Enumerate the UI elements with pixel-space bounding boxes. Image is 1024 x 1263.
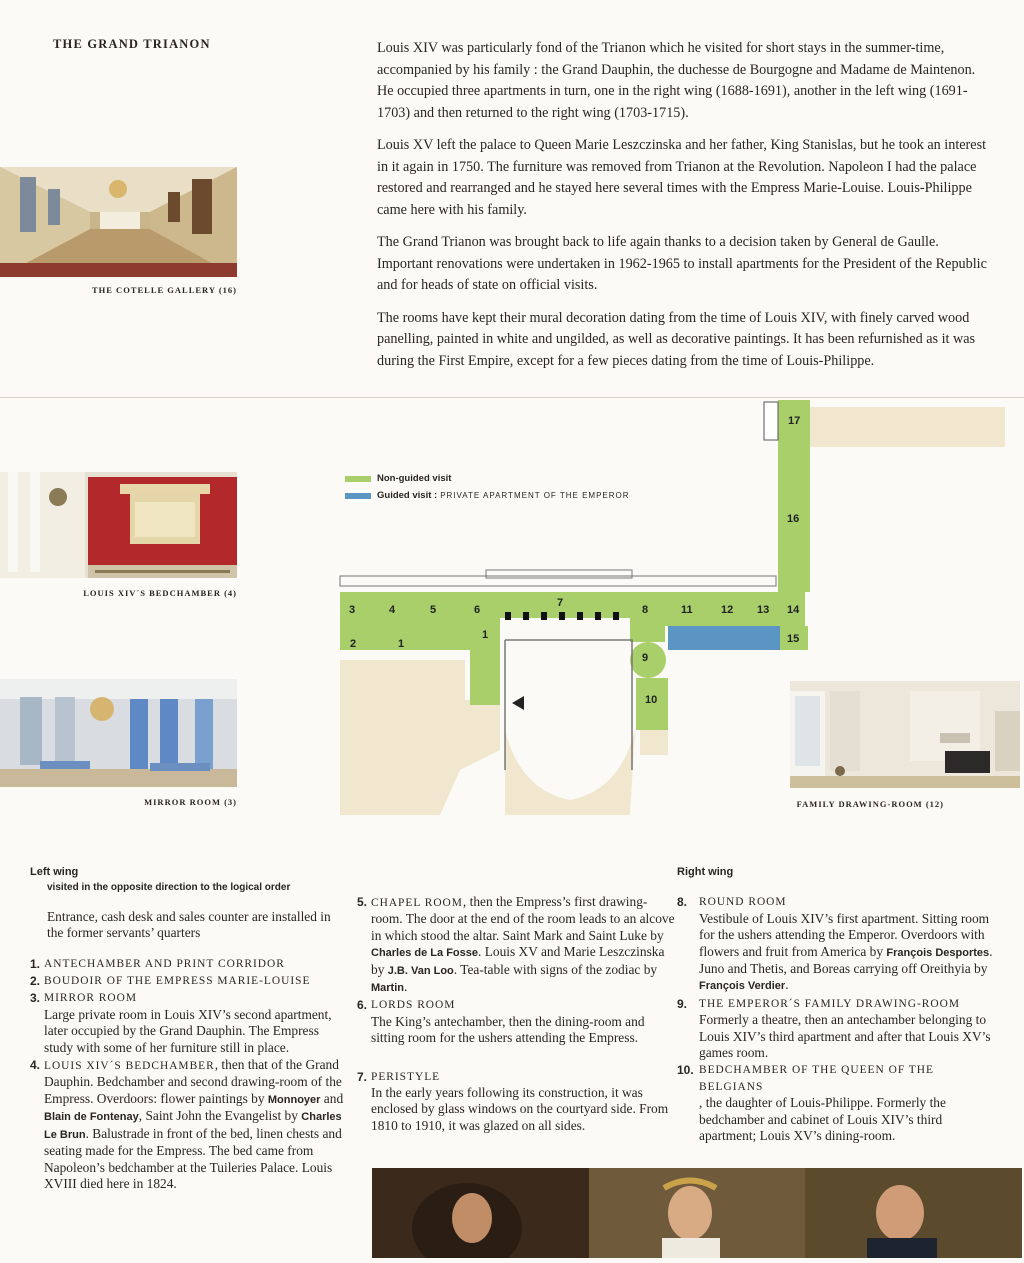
item-text: Large private room in Louis XIV’s second apartment, later occupied by the Grand Dauphin. The Empress study with some of her furniture still in place. (44, 1006, 332, 1055)
item-title: ANTECHAMBER AND PRINT CORRIDOR (44, 957, 285, 970)
map-label: 2 (350, 638, 357, 650)
item-number: 7. (357, 1069, 368, 1084)
artist-name: Martin (371, 982, 404, 995)
map-building-area (505, 730, 635, 815)
item-text (371, 894, 675, 996)
item-text: The King’s antechamber, then the dining-room and sitting room for the ushers attending the Empress. (371, 1013, 645, 1046)
item-text: Formerly a theatre, then an antechamber belonging to Louis XIV’s third apartment and after that Louis XV’s games room. (699, 1012, 991, 1061)
item-number: 6. (357, 998, 368, 1013)
caption-family: FAMILY DRAWING-ROOM (12) (796, 799, 944, 809)
artist-name: François Verdier (699, 980, 786, 993)
left-wing-heading: Left wing (30, 866, 79, 878)
mirror-room-photo (0, 679, 237, 787)
item-title: LOUIS XIV´S BEDCHAMBER (44, 1060, 215, 1073)
text-span: . (404, 979, 408, 995)
map-corridor (470, 650, 500, 705)
item-number: 5. (357, 895, 368, 909)
text-span: . Louis XV and Marie Leszczinska by (371, 944, 665, 977)
list-item (677, 894, 995, 910)
map-label: 3 (349, 604, 356, 616)
item-text: In the early years following its construction, it was enclosed by glass windows on the courtyard side. From 1810 to 1910, it was glazed on all sides. (371, 1085, 669, 1133)
caption-cotelle: THE COTELLE GALLERY (16) (91, 285, 237, 295)
list-item (357, 997, 675, 1013)
map-label: 8 (642, 604, 649, 616)
map-outline (486, 570, 632, 578)
artist-name: Blain de Fontenay (44, 1111, 139, 1124)
text-span: , Saint John the Evangelist by (138, 1108, 302, 1124)
map-courtyard (505, 640, 632, 770)
middle-column (357, 893, 675, 1134)
item-number: 2. (30, 974, 41, 989)
map-label: 9 (642, 652, 649, 664)
text-span: Vestibule of Louis XIV’s first apartment. Sitting room for the ushers attending the Emperor. Overdoors with flowers and fruit from America by (699, 910, 990, 959)
caption-bedchamber: LOUIS XIV´S BEDCHAMBER (4) (83, 588, 237, 598)
text-span: , then that of the Grand Dauphin. Bedchamber and second drawing-room of the Empress. Overdoors: flower paintings by (44, 1057, 342, 1106)
list-item (357, 1069, 675, 1085)
map-label: 15 (787, 633, 800, 645)
list-item (357, 894, 675, 996)
map-round-room (630, 592, 665, 642)
item-number: 8. (677, 895, 688, 910)
map-label: 13 (757, 604, 770, 616)
map-cotelle-gallery (778, 400, 810, 592)
right-wing-heading: Right wing (677, 866, 734, 878)
item-title: THE EMPEROR´S FAMILY DRAWING-ROOM (699, 997, 960, 1010)
map-label: 11 (681, 604, 693, 616)
left-wing-column (30, 864, 348, 1192)
map-label: 4 (389, 604, 396, 616)
floor-plan-map (330, 395, 1010, 815)
list-item (30, 973, 348, 989)
text-span: , then the Empress’s first drawing-room. The door at the end of the room leads to an alcove in which stood the altar. Saint Mark and Saint Luke by (371, 894, 675, 943)
map-label: 16 (787, 513, 800, 525)
item-title: MIRROR ROOM (44, 992, 137, 1005)
artist-name: Charles Le Brun (44, 1111, 342, 1141)
map-label: 5 (430, 604, 437, 616)
entrance-arrow-icon (512, 696, 524, 710)
legend-guided-detail: PRIVATE APARTMENT OF THE EMPEROR (440, 491, 630, 500)
item-number: 3. (30, 991, 41, 1006)
artist-name: Charles de La Fosse (371, 947, 478, 960)
right-wing-column (677, 864, 995, 1145)
entrance-note: Entrance, cash desk and sales counter are installed in the former servants’ quarters (47, 908, 331, 941)
caption-mirror: MIRROR ROOM (3) (144, 797, 237, 807)
left-wing-subheading: visited in the opposite direction to the logical order (47, 882, 291, 894)
legend-nonguided-label: Non-guided visit (377, 473, 452, 484)
item-number: 10. (677, 1063, 694, 1078)
legend-guided-label: Guided visit : (377, 490, 438, 501)
map-label: 17 (788, 415, 801, 427)
map-stairs (764, 402, 778, 440)
text-span: . (785, 977, 789, 993)
item-title: ROUND ROOM (699, 896, 787, 909)
text-span: and (320, 1090, 344, 1106)
intro-paragraph: Louis XIV was particularly fond of the Trianon which he visited for short stays in the summer-time, accompanied by his family : the Grand Dauphin, the duchesse de Bourgogne and Madame de Maintenon. He occupied three apartments in turn, one in the right wing (1688-1691), another in the left wing (1691-1703) and then returned to the right wing (1703-1715). (377, 40, 976, 121)
list-item (30, 956, 348, 972)
text-span: . Juno and Thetis, and Boreas carrying off Oreithyia by (699, 943, 993, 977)
item-number: 1. (30, 956, 41, 971)
artist-name: François Desportes (886, 946, 990, 959)
map-left-wing (340, 592, 500, 650)
artist-name: J.B. Van Loo (387, 964, 454, 977)
map-label: 12 (721, 604, 734, 616)
map-label: 1 (398, 638, 405, 650)
map-label: 1 (482, 629, 489, 641)
map-label: 6 (474, 604, 481, 616)
item-title: BOUDOIR OF THE EMPRESS MARIE-LOUISE (44, 975, 311, 988)
item-text (677, 911, 995, 995)
intro-paragraph: The Grand Trianon was brought back to life again thanks to a decision taken by General de Gaulle. Important renovations were undertaken in 1962-1965 to install apartments for the President of the Republic and for heads of state on official visits. (377, 234, 987, 293)
map-building-area (810, 407, 1005, 447)
item-number: 4. (30, 1058, 41, 1073)
item-title: CHAPEL ROOM (371, 897, 463, 909)
list-item (677, 996, 995, 1012)
page-title: THE GRAND TRIANON (53, 37, 211, 51)
list-item (30, 990, 348, 1006)
list-item (30, 1057, 348, 1192)
text-span: . Balustrade in front of the bed, linen chests and seating made for the Empress. The bed came from Napoleon’s bedchamber at the Tuileries Palace. Louis XVIII died here in 1824. (44, 1125, 342, 1191)
bedchamber-photo (0, 472, 237, 578)
item-text: , the daughter of Louis-Philippe. Formerly the bedchamber and cabinet of Louis XIV’s third apartment; Louis XV’s dining-room. (699, 1095, 946, 1144)
intro-text (377, 38, 992, 383)
item-title: BEDCHAMBER OF THE QUEEN OF THE BELGIANS (699, 1064, 934, 1093)
map-emperor-apartment (668, 626, 780, 650)
item-text (44, 1057, 348, 1192)
item-number: 9. (677, 996, 688, 1011)
portraits-strip (372, 1168, 1022, 1258)
item-title: PERISTYLE (371, 1070, 441, 1083)
item-title: LORDS ROOM (371, 999, 456, 1012)
map-label: 10 (645, 694, 658, 706)
intro-paragraph: The rooms have kept their mural decoration dating from the time of Louis XIV, with finely carved wood panelling, painted in white and ungilded, as well as decorative paintings. It has been refurnished as it was during the First Empire, except for a few pieces dating from the time of Louis-Philippe. (377, 309, 976, 369)
map-label: 14 (787, 604, 800, 616)
intro-paragraph: Louis XV left the palace to Queen Marie Leszczinska and her father, King Stanislas, but he took an interest in it again in 1750. The furniture was removed from Trianon at the Revolution. Napoleon I had the palace restored and rearranged and he stayed here several times with the Empress Marie-Louise. Louis-Philippe came here with his family. (377, 137, 987, 218)
cotelle-gallery-photo (0, 167, 237, 277)
artist-name: Monnoyer (267, 1093, 321, 1106)
text-span: . Tea-table with signs of the zodiac by (453, 961, 658, 977)
list-item (677, 1062, 995, 1095)
map-label: 7 (557, 597, 564, 609)
